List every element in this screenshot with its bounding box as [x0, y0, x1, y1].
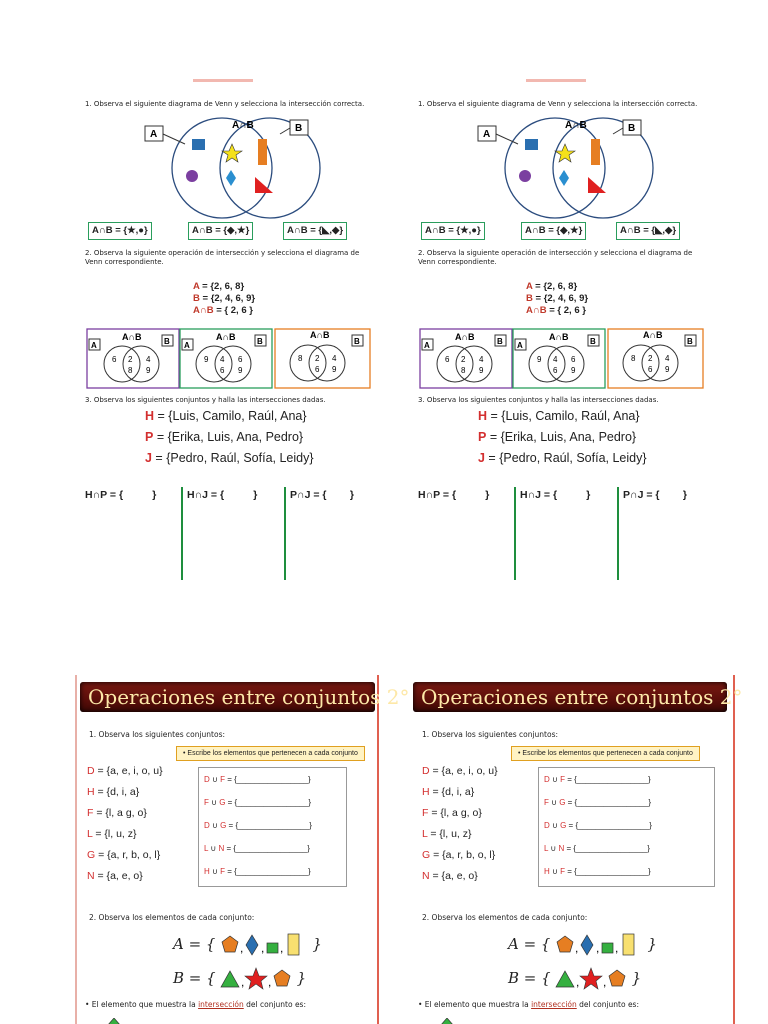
venn-label-b: B — [295, 123, 303, 134]
orange-rectangle-icon — [258, 139, 267, 165]
q2-venn-options — [86, 328, 372, 390]
blue-diamond-icon — [246, 935, 258, 955]
blue-diamond-icon — [226, 170, 236, 186]
margin-line-right — [733, 675, 735, 1024]
svg-text:4: 4 — [479, 355, 484, 364]
svg-text:8: 8 — [128, 366, 133, 375]
q2-text: 2. Observa la siguiente operación de intersección y selecciona el diagrama de Venn correspondiente. — [85, 249, 360, 266]
svg-text:6: 6 — [238, 355, 243, 364]
svg-text:2: 2 — [315, 354, 320, 363]
svg-text:,: , — [268, 975, 272, 989]
formula-set-a: A = { , , , } — [508, 933, 657, 963]
svg-text:9: 9 — [571, 366, 576, 375]
svg-text:9: 9 — [665, 365, 670, 374]
set-ab-label: A∩B — [193, 305, 214, 316]
svg-text:A∩B: A∩B — [310, 330, 330, 340]
svg-text:B: B — [590, 337, 596, 346]
q3-sets: H = {Luis, Camilo, Raúl, Ana} P = {Erika, Luis, Ana, Pedro} J = {Pedro, Raúl, Sofía, Leidy} — [145, 409, 314, 465]
intersection-p-j[interactable]: P∩J = { } — [623, 489, 687, 501]
svg-text:9: 9 — [537, 355, 542, 364]
w2-instruction-box: • Escribe los elementos que pertenecen a cada conjunto — [511, 746, 700, 761]
margin-line-right — [377, 675, 379, 1024]
q1-option-3[interactable]: A∩B = {◣,◆} — [283, 222, 347, 240]
q2-option-diagram-1 — [87, 329, 179, 388]
q1-option-3[interactable]: A∩B = {◣,◆} — [616, 222, 680, 240]
q1-option-1[interactable]: A∩B = {★,●} — [88, 222, 152, 240]
red-star-icon — [245, 968, 267, 989]
intersection-h-j[interactable]: H∩J = { } — [520, 489, 591, 501]
intersection-h-j[interactable]: H∩J = { } — [187, 489, 258, 501]
blue-square-icon — [192, 139, 205, 150]
svg-text:A∩B: A∩B — [565, 120, 587, 131]
w2-q1-text: 1. Observa los siguientes conjuntos: — [89, 730, 226, 739]
svg-text:,: , — [239, 941, 244, 955]
venn-label-a: A — [150, 129, 158, 140]
svg-text:4: 4 — [146, 355, 151, 364]
svg-text:A∩B: A∩B — [455, 332, 475, 342]
svg-text:8: 8 — [461, 366, 466, 375]
svg-text:A: A — [91, 341, 97, 350]
svg-text:B: B — [354, 337, 360, 346]
q1-text: 1. Observa el siguiente diagrama de Venn y selecciona la intersección correcta. — [85, 100, 365, 108]
intersection-link[interactable]: intersección — [198, 1000, 244, 1009]
svg-text:6: 6 — [648, 365, 653, 374]
intersection-h-p[interactable]: H∩P = { } — [418, 489, 490, 501]
q2-option-diagram-2 — [180, 329, 272, 388]
answer-divider-1 — [181, 487, 183, 580]
svg-text:4: 4 — [665, 354, 670, 363]
svg-text:A∩B: A∩B — [216, 332, 236, 342]
green-triangle-icon — [556, 971, 574, 987]
w2-q2-text: 2. Observa los elementos de cada conjunto: — [422, 913, 588, 922]
q1-venn-diagram — [140, 112, 340, 220]
faded-heading-mark — [526, 79, 586, 82]
svg-text:6: 6 — [553, 366, 558, 375]
worksheet-title-banner: Operaciones entre conjuntos 2° — [80, 682, 375, 712]
svg-text:4: 4 — [553, 355, 558, 364]
svg-text:2: 2 — [128, 355, 133, 364]
intersection-h-p[interactable]: H∩P = { } — [85, 489, 157, 501]
svg-text:B: B — [497, 337, 503, 346]
svg-text:8: 8 — [298, 354, 303, 363]
faded-heading-mark — [193, 79, 253, 82]
orange-pentagon-icon — [609, 970, 625, 986]
formula-set-a: A = { , , , } — [173, 933, 322, 963]
svg-text:B: B — [687, 337, 693, 346]
set-a-shapes — [220, 933, 308, 957]
svg-text:A∩B: A∩B — [122, 332, 142, 342]
svg-text:9: 9 — [204, 355, 209, 364]
svg-text:A∩B: A∩B — [549, 332, 569, 342]
yellow-rectangle-icon — [288, 934, 299, 955]
q2-set-definitions: A = {2, 6, 8} B = {2, 4, 6, 9} A∩B = { 2, 6 } — [526, 281, 589, 316]
svg-text:2: 2 — [461, 355, 466, 364]
set-b-label: B — [193, 293, 200, 304]
blue-diamond-icon — [559, 170, 569, 186]
svg-text:A: A — [517, 341, 523, 350]
svg-text:2: 2 — [648, 354, 653, 363]
svg-text:4: 4 — [220, 355, 225, 364]
union-row[interactable]: L ∪ N = {________________} — [204, 844, 310, 853]
set-a-label: A — [193, 281, 200, 292]
red-star-icon — [580, 968, 602, 989]
svg-text:B: B — [628, 123, 636, 134]
svg-text:A∩B: A∩B — [643, 330, 663, 340]
set-b-shapes — [220, 967, 292, 991]
answer-divider-2 — [284, 487, 286, 580]
set-b-shapes — [555, 967, 627, 991]
q1-text: 1. Observa el siguiente diagrama de Venn y selecciona la intersección correcta. — [418, 100, 698, 108]
q2-venn-options — [419, 328, 705, 390]
purple-circle-icon — [519, 170, 531, 182]
svg-text:B: B — [164, 337, 170, 346]
union-row[interactable]: D ∪ F = {________________} — [544, 775, 651, 784]
svg-text:A: A — [184, 341, 190, 350]
intersection-p-j[interactable]: P∩J = { } — [290, 489, 354, 501]
purple-circle-icon — [186, 170, 198, 182]
q1-option-2[interactable]: A∩B = {◆,★} — [188, 222, 253, 240]
svg-text:A: A — [424, 341, 430, 350]
q1-venn-diagram — [473, 112, 673, 220]
orange-pentagon-icon — [557, 936, 573, 952]
w2-union-box — [198, 767, 347, 887]
orange-rectangle-icon — [591, 139, 600, 165]
green-square-icon — [602, 943, 613, 953]
green-square-icon — [267, 943, 278, 953]
q3-text: 3. Observa los siguientes conjuntos y halla las intersecciones dadas. — [418, 396, 659, 404]
intersection-link[interactable]: intersección — [531, 1000, 577, 1009]
svg-text:6: 6 — [315, 365, 320, 374]
green-triangle-icon — [221, 971, 239, 987]
worksheet2-right — [408, 675, 743, 1024]
union-row[interactable]: F ∪ G = {________________} — [204, 798, 312, 807]
q3-text: 3. Observa los siguientes conjuntos y halla las intersecciones dadas. — [85, 396, 326, 404]
svg-text:A: A — [483, 129, 491, 140]
w2-bullet-text: • El elemento que muestra la intersección del conjunto es: — [85, 1000, 306, 1009]
union-row[interactable]: D ∪ G = {________________} — [544, 821, 652, 830]
set-ab-value: = { 2, 6 } — [213, 305, 253, 316]
margin-line-left — [75, 675, 77, 1024]
svg-text:9: 9 — [146, 366, 151, 375]
union-row[interactable]: L ∪ N = {________________} — [544, 844, 650, 853]
w2-instruction-box: • Escribe los elementos que pertenecen a cada conjunto — [176, 746, 365, 761]
blue-diamond-icon — [581, 935, 593, 955]
w2-q1-text: 1. Observa los siguientes conjuntos: — [422, 730, 559, 739]
svg-text:9: 9 — [238, 366, 243, 375]
svg-text:6: 6 — [220, 366, 225, 375]
venn-title: A∩B — [232, 120, 254, 131]
yellow-rectangle-icon — [623, 934, 634, 955]
w2-bullet-text: • El elemento que muestra la intersección del conjunto es: — [418, 1000, 639, 1009]
answer-divider-1 — [514, 487, 516, 580]
svg-text:,: , — [241, 975, 245, 989]
q2-set-definitions — [193, 281, 255, 317]
union-row[interactable]: H ∪ F = {________________} — [544, 867, 651, 876]
svg-text:6: 6 — [571, 355, 576, 364]
orange-pentagon-icon — [274, 970, 290, 986]
union-row[interactable]: D ∪ F = {________________} — [204, 775, 311, 784]
w2-set-list: D = {a, e, i, o, u} H = {d, i, a} F = {l, a g, o} L = {l, u, z} G = {a, r, b, o, l} N = {a, e, o} — [87, 765, 163, 882]
union-row[interactable]: H ∪ F = {________________} — [204, 867, 311, 876]
worksheet2-left — [75, 675, 410, 1024]
q1-option-2[interactable]: A∩B = {◆,★} — [521, 222, 586, 240]
union-row[interactable]: F ∪ G = {________________} — [544, 798, 652, 807]
formula-set-b: B = { , , } — [173, 967, 306, 997]
w2-q2-text: 2. Observa los elementos de cada conjunto: — [89, 913, 255, 922]
q1-option-1[interactable]: A∩B = {★,●} — [421, 222, 485, 240]
union-row[interactable]: D ∪ G = {________________} — [204, 821, 312, 830]
svg-text:6: 6 — [445, 355, 450, 364]
answer-divider-2 — [617, 487, 619, 580]
blue-square-icon — [525, 139, 538, 150]
partial-green-triangle-icon — [107, 1018, 121, 1024]
orange-pentagon-icon — [222, 936, 238, 952]
svg-text:,: , — [260, 941, 265, 955]
partial-green-triangle-icon — [440, 1018, 454, 1024]
svg-text:8: 8 — [631, 354, 636, 363]
w2-set-list: D = {a, e, i, o, u} H = {d, i, a} F = {l, a g, o} L = {l, u, z} G = {a, r, b, o, l} N = {a, e, o} — [422, 765, 498, 882]
svg-text:9: 9 — [479, 366, 484, 375]
svg-text:,: , — [576, 975, 580, 989]
svg-text:9: 9 — [332, 365, 337, 374]
worksheet-title-banner: Operaciones entre conjuntos 2° — [413, 682, 727, 712]
svg-text:B: B — [257, 337, 263, 346]
q3-sets: H = {Luis, Camilo, Raúl, Ana} P = {Erika, Luis, Ana, Pedro} J = {Pedro, Raúl, Sofía, Leidy} — [478, 409, 647, 465]
set-a-shapes — [555, 933, 643, 957]
svg-text:,: , — [574, 941, 579, 955]
svg-text:6: 6 — [112, 355, 117, 364]
set-a-value: = {2, 6, 8} — [199, 281, 245, 292]
svg-text:4: 4 — [332, 354, 337, 363]
svg-text:,: , — [279, 941, 284, 955]
set-b-value: = {2, 4, 6, 9} — [199, 293, 256, 304]
svg-text:,: , — [614, 941, 619, 955]
formula-set-b: B = { , , } — [508, 967, 641, 997]
q2-text: 2. Observa la siguiente operación de intersección y selecciona el diagrama de Venn correspondiente. — [418, 249, 693, 266]
svg-text:,: , — [603, 975, 607, 989]
svg-text:,: , — [595, 941, 600, 955]
w2-union-box — [538, 767, 715, 887]
